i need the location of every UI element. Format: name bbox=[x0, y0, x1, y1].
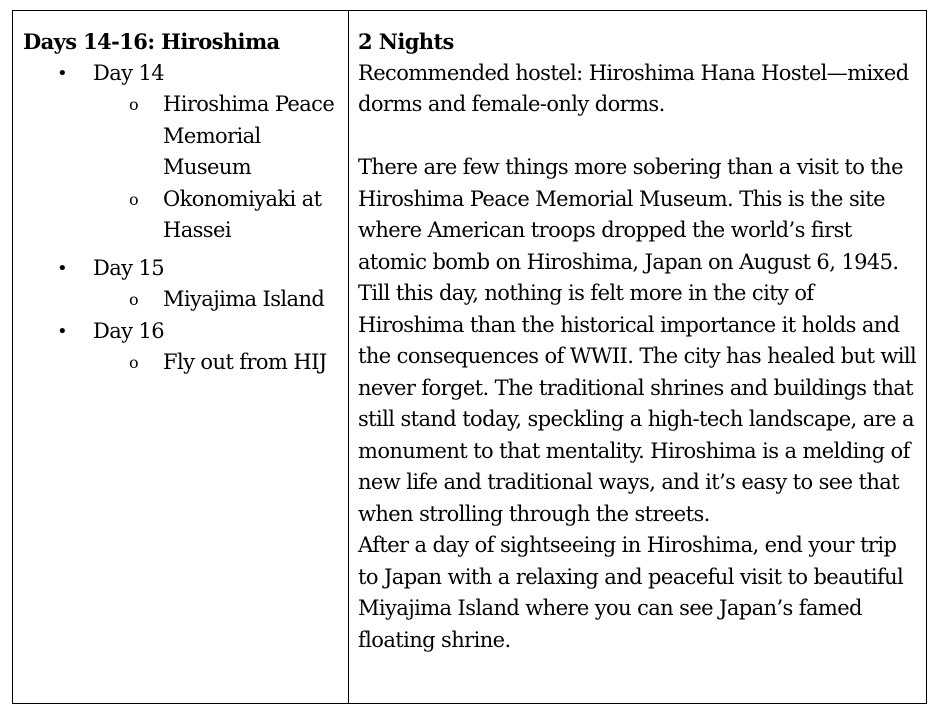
bullet-icon: • bbox=[57, 257, 68, 279]
description-content bbox=[349, 11, 926, 656]
day-item-14 bbox=[23, 58, 348, 90]
activity-item bbox=[23, 89, 348, 184]
activity-label: Miyajima Island bbox=[163, 287, 325, 311]
schedule-content bbox=[13, 11, 348, 379]
activity-item bbox=[23, 284, 348, 316]
activity-label: Hiroshima Peace Memorial Museum bbox=[163, 92, 335, 179]
circle-bullet-icon: o bbox=[129, 189, 139, 209]
section-heading: Days 14-16: Hiroshima bbox=[23, 29, 280, 54]
activity-item bbox=[23, 347, 348, 379]
day-label: Day 15 bbox=[93, 255, 165, 280]
day-label: Day 16 bbox=[93, 318, 165, 343]
day-item-15 bbox=[23, 253, 348, 285]
day-item-16 bbox=[23, 316, 348, 348]
activity-label: Okonomiyaki at Hassei bbox=[163, 186, 322, 242]
hostel-recommendation: Recommended hostel: Hiroshima Hana Hostel—mixed dorms and female-only dorms. bbox=[358, 60, 909, 116]
circle-bullet-icon: o bbox=[129, 95, 139, 114]
closing-paragraph: After a day of sightseeing in Hiroshima, end your trip to Japan with a relaxing and peaceful visit to beautiful Miyajima Island where you can see Japan’s famed floating shrine. bbox=[358, 533, 904, 652]
day-label: Day 14 bbox=[93, 60, 165, 85]
bullet-icon: • bbox=[57, 62, 68, 84]
description-paragraph: There are few things more sobering than a visit to the Hiroshima Peace Memorial Museum. This is the site where American troops dropped the world’s first atomic bomb on Hiroshima, Japan on August 6, 1945. Till this day, nothing is felt more in the city of Hiroshima than the historical importance it holds and the consequences of WWII. The city has healed but will never forget. The traditional shrines and buildings that still stand today, speckling a high-tech landscape, are a monument to that mentality. Hiroshima is a melding of new life and traditional ways, and it’s easy to see that when strolling through the streets. bbox=[358, 155, 917, 526]
itinerary-row bbox=[13, 11, 927, 704]
nights-heading: 2 Nights bbox=[358, 29, 454, 54]
itinerary-table bbox=[12, 10, 927, 704]
paragraph-spacer bbox=[358, 121, 920, 153]
activity-item bbox=[23, 184, 348, 247]
schedule-cell bbox=[13, 11, 349, 704]
activity-label: Fly out from HIJ bbox=[163, 350, 327, 374]
circle-bullet-icon: o bbox=[129, 353, 139, 372]
bullet-icon: • bbox=[57, 320, 68, 342]
description-cell bbox=[349, 11, 927, 704]
circle-bullet-icon: o bbox=[129, 290, 139, 309]
